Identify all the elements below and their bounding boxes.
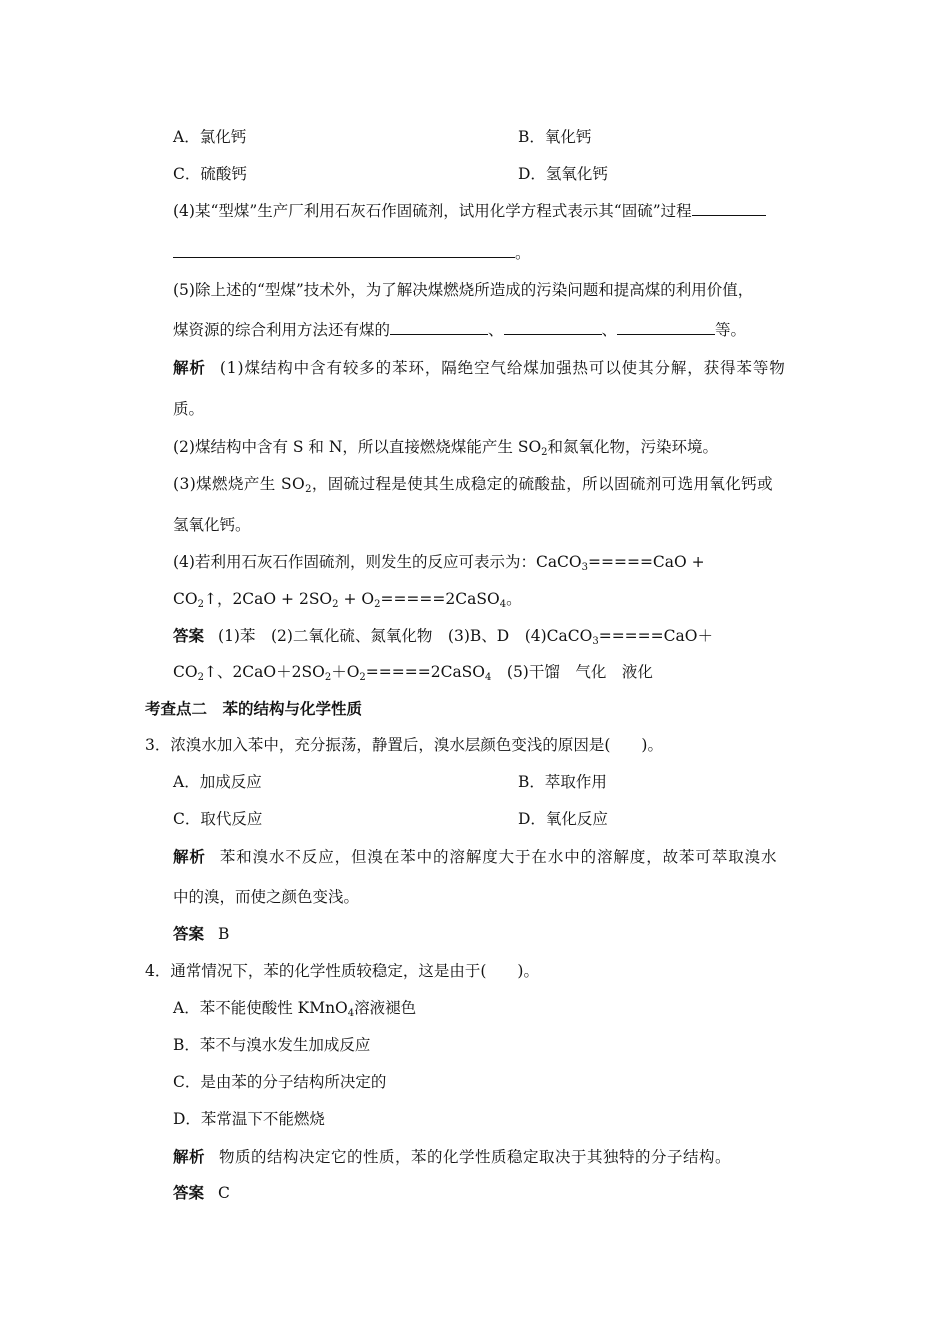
text: 。 (506, 590, 522, 608)
answer-line1 (173, 626, 713, 646)
text: ↑，2CaO + 2SO (203, 590, 333, 608)
section-title: 考查点二 苯的结构与化学性质 (145, 699, 363, 718)
question-part-5-line2 (173, 320, 746, 340)
answer-label: 答案 (173, 1183, 205, 1202)
subscript: 2 (197, 599, 204, 610)
option-b: B．苯不与溴水发生加成反应 (173, 1036, 371, 1054)
subscript: 2 (359, 672, 366, 683)
q4-analysis (173, 1147, 731, 1167)
text: 和氮氧化物，污染环境。 (547, 438, 719, 456)
option-a: A．加成反应 (173, 773, 262, 791)
text: CO (173, 663, 198, 681)
text: CO (173, 590, 198, 608)
analysis-label: 解析 (173, 1147, 206, 1166)
separator: 、 (601, 321, 618, 339)
subscript: 2 (541, 447, 548, 458)
text: =====2CaSO (380, 590, 500, 608)
q3-analysis (173, 847, 777, 867)
option-d: D．氢氧化钙 (518, 165, 608, 183)
subscript: 3 (581, 562, 588, 573)
subscript: 4 (499, 599, 507, 610)
answer-line2 (173, 662, 653, 682)
analysis-text: (1)煤结构中含有较多的苯环，隔绝空气给煤加强热可以使其分解，获得苯等物 (219, 359, 786, 377)
analysis-label: 解析 (173, 358, 206, 377)
text: A．苯不能使酸性 KMnO (173, 999, 348, 1017)
subscript: 2 (332, 599, 339, 610)
analysis-p1-cont: 质。 (173, 400, 205, 418)
option-a: A．氯化钙 (173, 128, 247, 146)
answer-blank (692, 201, 766, 216)
text: =====CaO + (588, 553, 705, 571)
subscript: 4 (347, 1008, 355, 1019)
subscript: 2 (374, 599, 381, 610)
subscript: 4 (485, 672, 492, 683)
text: (4)若利用石灰石作固硫剂，则发生的反应可表示为：CaCO (173, 553, 582, 571)
part-5-suffix: 等。 (715, 321, 747, 339)
option-b: B．氧化钙 (518, 128, 592, 146)
analysis-p4-cont (173, 589, 522, 609)
option-a (173, 998, 416, 1018)
text: (2)煤结构中含有 S 和 N，所以直接燃烧煤能产生 SO (173, 438, 542, 456)
text: ＋O (331, 663, 360, 681)
option-d: D．氧化反应 (518, 810, 608, 828)
subscript: 3 (592, 636, 599, 647)
answer-label: 答案 (173, 924, 205, 943)
subscript: 2 (324, 672, 332, 683)
q3-answer (173, 924, 229, 944)
option-c: C．取代反应 (173, 810, 263, 828)
question-part-5-line1: (5)除上述的“型煤”技术外，为了解决煤燃烧所造成的污染问题和提高煤的利用价值， (173, 281, 754, 299)
answer-blank (173, 243, 515, 258)
question-part-4 (173, 201, 766, 221)
text: =====2CaSO (365, 663, 486, 681)
subscript: 2 (305, 484, 312, 495)
text: =====CaO＋ (598, 627, 713, 645)
analysis-p1 (173, 358, 786, 378)
part-4-end: 。 (515, 244, 531, 262)
text: + O (338, 590, 375, 608)
text: ，固硫过程是使其生成稳定的硫酸盐，所以固硫剂可选用氧化钙或 (311, 475, 773, 493)
analysis-label: 解析 (173, 847, 206, 866)
text: 溶液褪色 (354, 999, 417, 1017)
question-part-4-cont (173, 243, 531, 263)
text: (3)煤燃烧产生 SO (173, 475, 306, 493)
answer-blank (390, 320, 488, 335)
q3-analysis-cont: 中的溴，而使之颜色变浅。 (173, 888, 360, 906)
text: (1)苯 (2)二氧化硫、氮氧化物 (3)B、D (4)CaCO (218, 627, 593, 645)
option-b: B．萃取作用 (518, 773, 607, 791)
option-c: C．硫酸钙 (173, 165, 247, 183)
part-5-prefix: 煤资源的综合利用方法还有煤的 (173, 321, 391, 339)
analysis-text: 物质的结构决定它的性质，苯的化学性质稳定取决于其独特的分子结构。 (219, 1148, 732, 1166)
analysis-p2 (173, 437, 718, 457)
answer-value: C (218, 1184, 230, 1202)
option-c: C．是由苯的分子结构所决定的 (173, 1073, 387, 1091)
analysis-p3-cont: 氢氧化钙。 (173, 516, 251, 534)
question-4-stem: 4．通常情况下，苯的化学性质较稳定，这是由于( )。 (145, 962, 539, 980)
answer-blank (617, 320, 715, 335)
question-3-stem: 3．浓溴水加入苯中，充分振荡，静置后，溴水层颜色变浅的原因是( )。 (145, 736, 663, 754)
q4-answer (173, 1183, 230, 1203)
answer-blank (504, 320, 602, 335)
analysis-text: 苯和溴水不反应，但溴在苯中的溶解度大于在水中的溶解度，故苯可萃取溴水 (219, 848, 778, 866)
text: (5)干馏 气化 液化 (491, 663, 653, 681)
analysis-p3 (173, 474, 773, 494)
analysis-p4 (173, 552, 705, 572)
text: ↑、2CaO＋2SO (203, 663, 325, 681)
answer-value: B (218, 925, 230, 943)
separator: 、 (488, 321, 504, 339)
option-d: D．苯常温下不能燃烧 (173, 1110, 325, 1128)
subscript: 2 (197, 672, 204, 683)
answer-label: 答案 (173, 626, 205, 645)
part-4-text: (4)某“型煤”生产厂利用石灰石作固硫剂，试用化学方程式表示其“固硫”过程 (173, 202, 692, 220)
